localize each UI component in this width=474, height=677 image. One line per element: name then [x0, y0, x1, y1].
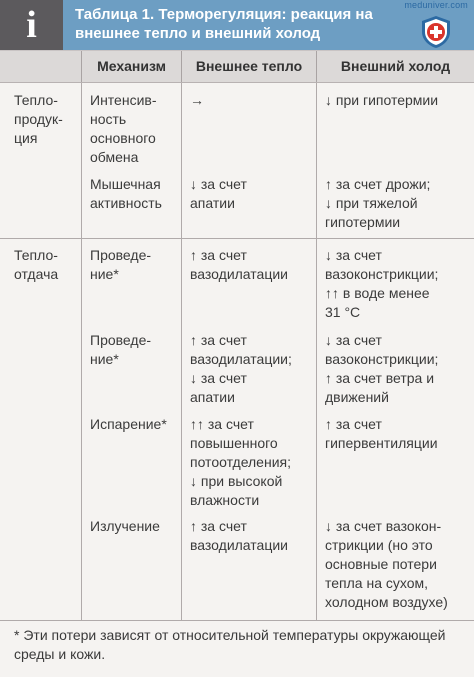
table-header-bar [0, 0, 474, 50]
table-cell-cold: ↑ за счет гипервентиляции [325, 416, 438, 451]
table-cell-mechanism: Мышечная активность [90, 176, 162, 211]
column-header-row [0, 50, 474, 83]
watermark-text: meduniver.com [404, 0, 468, 10]
table-cell-heat: ↑ за счет вазодилатации; ↓ за счет апатии [190, 332, 292, 405]
table-cell-heat: ↑↑ за счет повышенного потоотделения; ↓ при высокой влажности [190, 416, 291, 508]
column-header-cold: Внешний холод [316, 51, 474, 82]
table-cell-mechanism: Излучение [90, 518, 160, 534]
table-cell-cold: ↓ при гипотермии [325, 92, 439, 108]
table-cell-mechanism: Проведе- ние* [90, 247, 152, 282]
table-cell-mechanism: Испарение* [90, 416, 167, 432]
table-cell-cold: ↓ за счет вазоконстрикции; ↑↑ в воде менее 31 °С [325, 247, 439, 320]
footnote: * Эти потери зависят от относительной температуры окружающей среды и кожи. [14, 627, 446, 662]
table-title-line-1: Таблица 1. Терморегуляция: реакция на [75, 6, 373, 23]
table-cell-heat: ↑ за счет вазодилатации [190, 247, 288, 282]
column-divider [181, 83, 182, 620]
table-cell-heat: → [190, 92, 204, 108]
info-icon: i [0, 0, 63, 50]
column-divider [316, 83, 317, 620]
group-divider [0, 238, 474, 239]
table-cell-cold: ↓ за счет вазоконстрикции; ↑ за счет ветра и движений [325, 332, 439, 405]
table-title-line-2: внешнее тепло и внешний холод [75, 25, 321, 42]
group-name-heat-production: Тепло- продук- ция [14, 92, 63, 146]
table-cell-cold: ↓ за счет вазокон- стрикции (но это основные потери тепла на сухом, холодном воздухе) [325, 518, 448, 610]
table-cell-mechanism: Интенсив- ность основного обмена [90, 92, 157, 165]
column-header-mechanism: Механизм [81, 51, 181, 82]
medical-shield-logo-icon [418, 14, 454, 50]
column-divider [81, 83, 82, 620]
table-cell-cold: ↑ за счет дрожи; ↓ при тяжелой гипотермии [325, 176, 431, 230]
table-cell-heat: ↑ за счет вазодилатации [190, 518, 288, 553]
group-name-heat-loss: Тепло- отдача [14, 247, 59, 282]
table-cell-mechanism: Проведе- ние* [90, 332, 152, 367]
column-header-heat: Внешнее тепло [181, 51, 316, 82]
table-bottom-border [0, 620, 474, 621]
table-cell-heat: ↓ за счет апатии [190, 176, 247, 211]
table-body [0, 83, 474, 620]
